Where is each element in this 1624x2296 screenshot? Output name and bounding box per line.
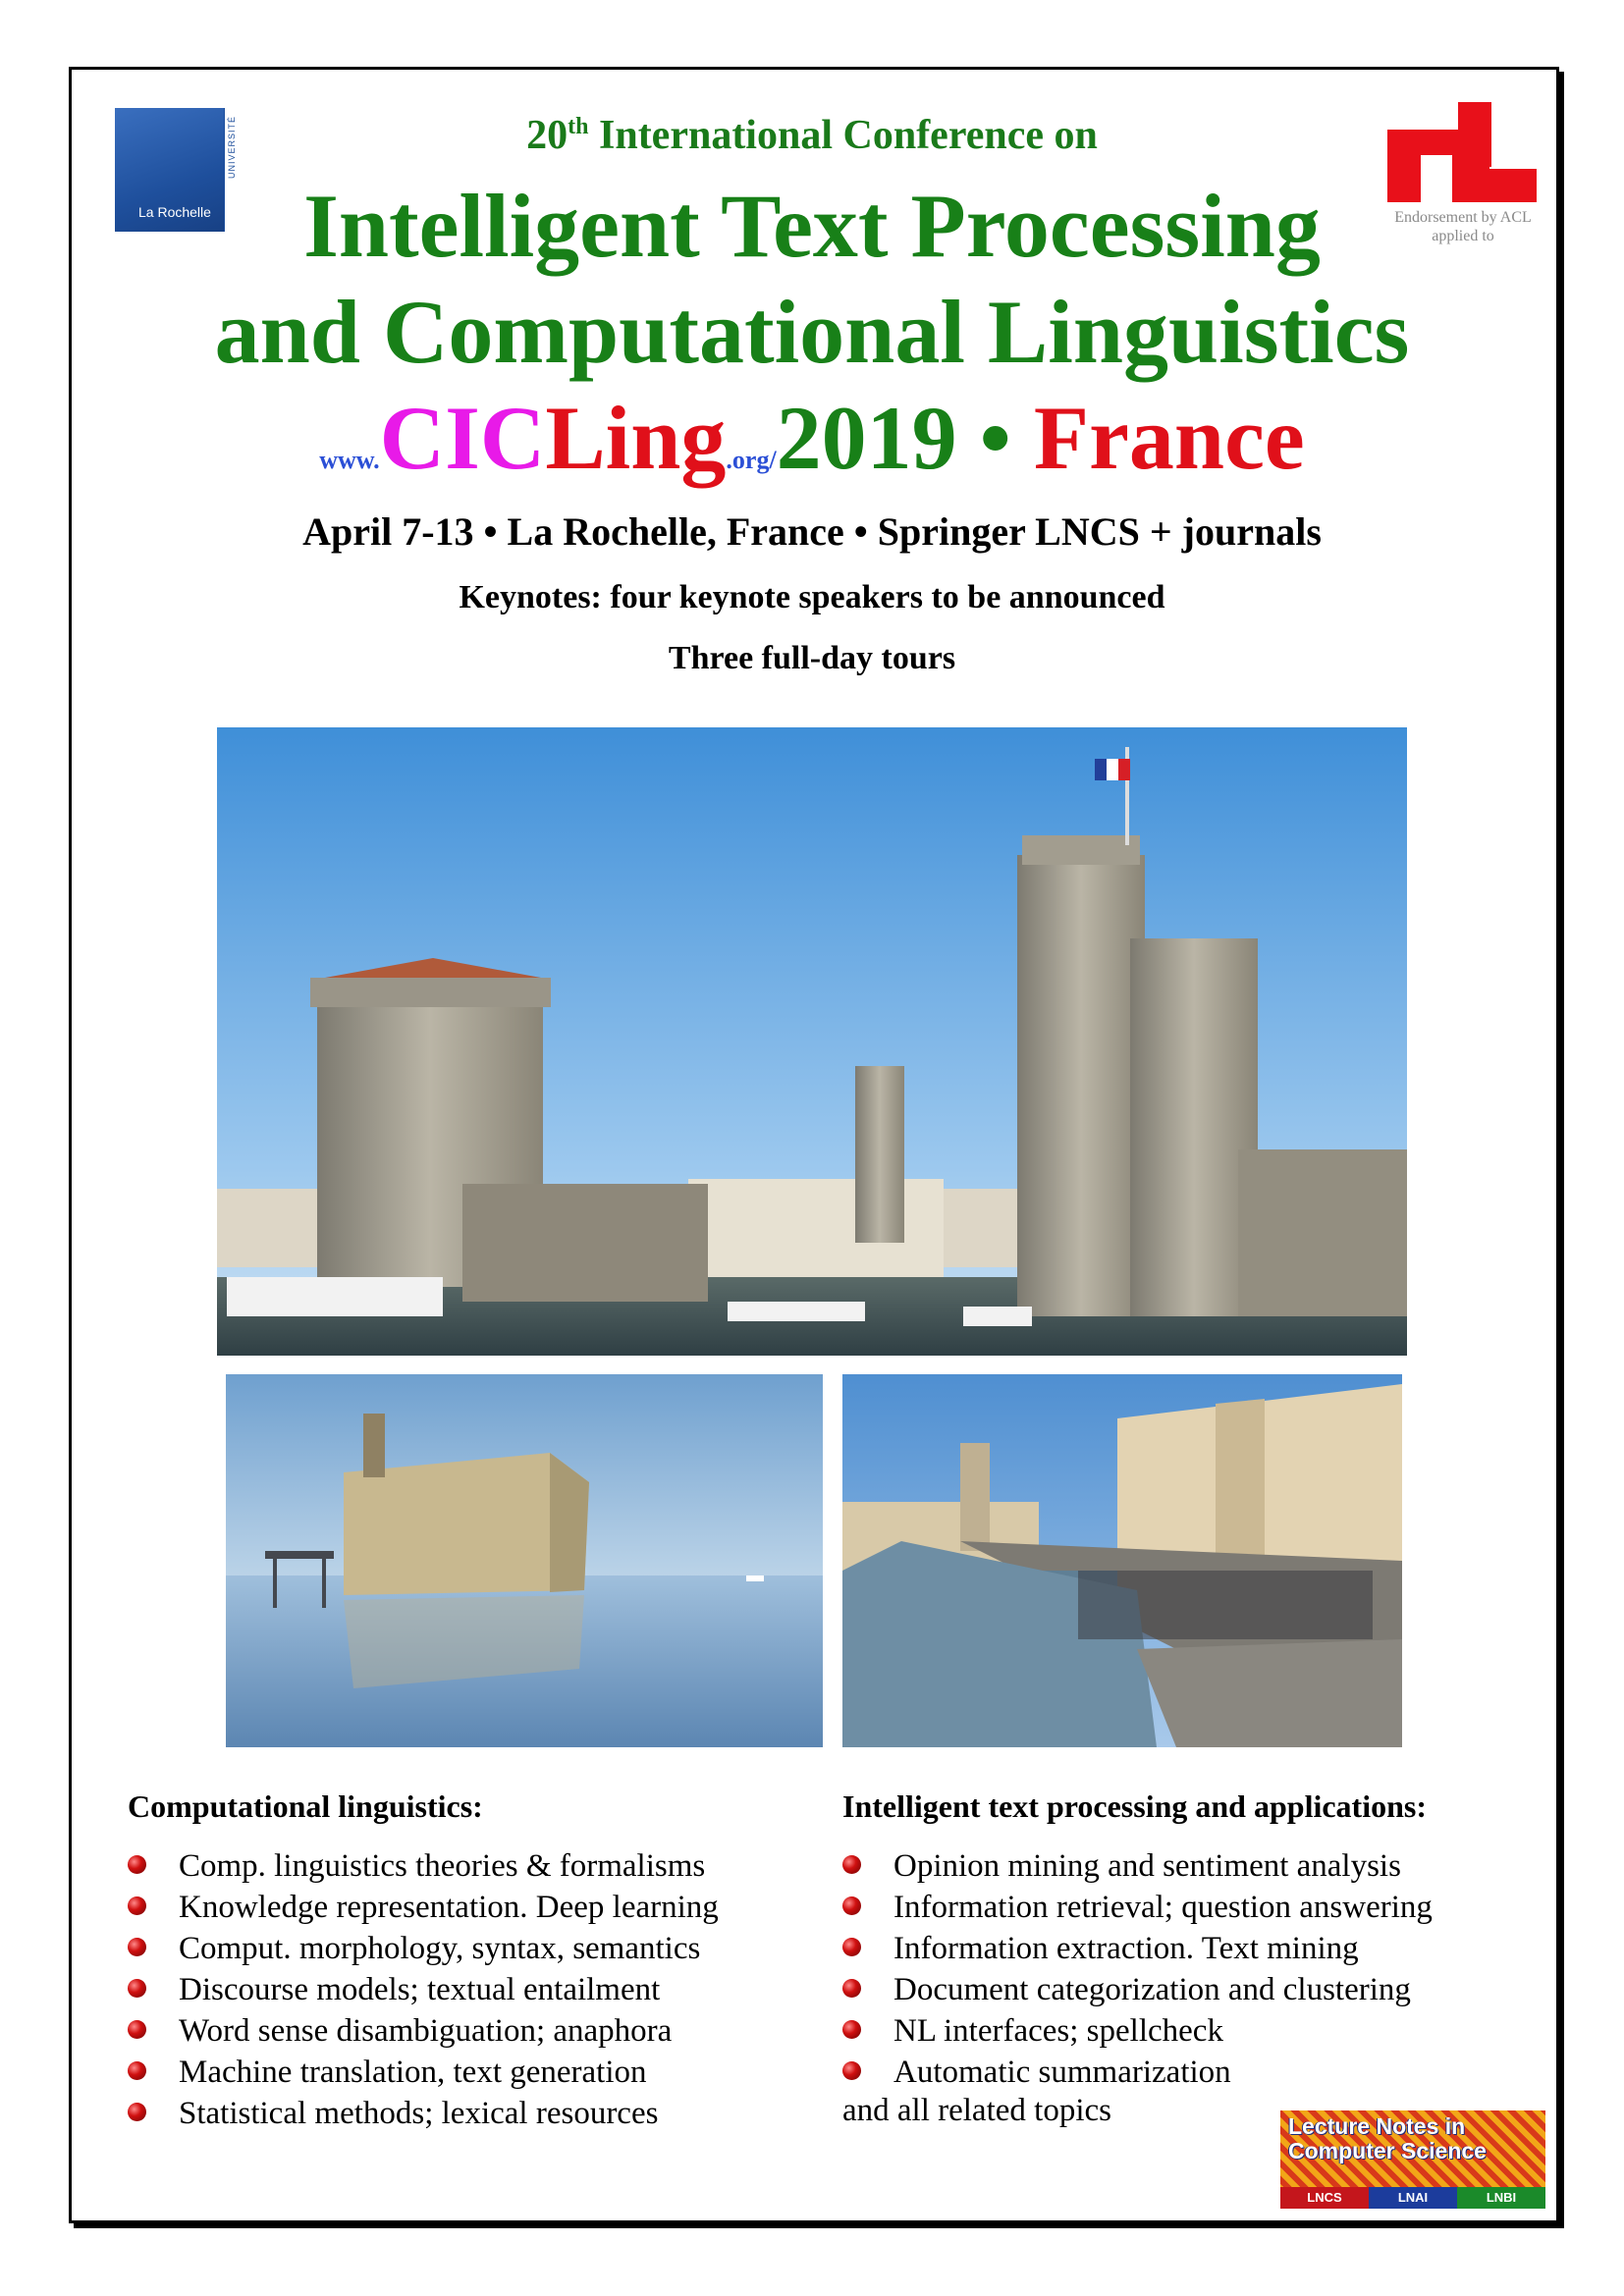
lncs-logo: [1280, 2110, 1545, 2209]
computational-linguistics-list: [128, 1845, 719, 2134]
tours-line: Three full-day tours: [668, 640, 956, 676]
list-item: Knowledge representation. Deep learning: [128, 1887, 719, 1928]
bullet-icon: [128, 2103, 146, 2121]
lncs-title: Lecture Notes in Computer Science: [1288, 2113, 1487, 2163]
bullet-icon: [128, 2061, 146, 2080]
lncs-series-lncs: LNCS: [1280, 2187, 1369, 2209]
list-item: Information extraction. Text mining: [842, 1928, 1433, 1969]
list-item: Document categorization and clustering: [842, 1969, 1433, 2010]
list-item: NL interfaces; spellcheck: [842, 2010, 1433, 2052]
list-item: Word sense disambiguation; anaphora: [128, 2010, 719, 2052]
university-label: UNIVERSITÉ: [227, 116, 237, 180]
list-item: Information retrieval; question answering: [842, 1887, 1433, 1928]
bullet-icon: [128, 2020, 146, 2039]
text-processing-list: [842, 1845, 1433, 2093]
bullet-icon: [842, 1896, 861, 1915]
bullet-icon: [842, 2020, 861, 2039]
bullet-icon: [128, 1896, 146, 1915]
list-item: Comput. morphology, syntax, semantics: [128, 1928, 719, 1969]
cicling-brand[interactable]: [0, 389, 1624, 509]
university-name: La Rochelle: [138, 204, 211, 220]
list-item: Opinion mining and sentiment analysis: [842, 1845, 1433, 1887]
fort-boyard-photo: [226, 1374, 823, 1747]
list-item: Comp. linguistics theories & formalisms: [128, 1845, 719, 1887]
list-item: Statistical methods; lexical resources: [128, 2093, 719, 2134]
computational-linguistics-heading: Computational linguistics:: [128, 1789, 483, 1824]
list-item: Machine translation, text generation: [128, 2052, 719, 2093]
bullet-icon: [842, 1938, 861, 1956]
conference-edition: 20th International Conference on: [526, 113, 1098, 158]
dates-line: April 7-13 • La Rochelle, France • Springer LNCS + journals: [302, 509, 1322, 554]
bullet-icon: [128, 1979, 146, 1998]
list-item: Automatic summarization: [842, 2052, 1433, 2093]
lncs-series-lnbi: LNBI: [1457, 2187, 1545, 2209]
brand-year: 2019: [776, 388, 957, 488]
brand-country: France: [1033, 388, 1305, 488]
keynotes-line: Keynotes: four keynote speakers to be announced: [459, 579, 1165, 615]
bullet-icon: [128, 1855, 146, 1874]
harbour-towers-photo: [217, 727, 1407, 1356]
brand-org: .org/: [726, 446, 777, 474]
conference-title-line1: Intelligent Text Processing: [303, 176, 1321, 276]
acl-endorsement-note: Endorsement by ACL applied to: [1394, 209, 1532, 244]
bullet-icon: [128, 1938, 146, 1956]
text-processing-heading: Intelligent text processing and applications:: [842, 1789, 1427, 1824]
lncs-series-lnai: LNAI: [1369, 2187, 1457, 2209]
lncs-series-strip: [1280, 2187, 1545, 2209]
related-topics-note: and all related topics: [842, 2093, 1111, 2128]
brand-separator: •: [956, 388, 1034, 488]
bullet-icon: [842, 2061, 861, 2080]
brand-cic: CIC: [379, 388, 546, 488]
brand-www: www.: [319, 446, 380, 474]
conference-title-line2: and Computational Linguistics: [214, 282, 1410, 382]
brand-ling: Ling: [545, 388, 727, 488]
bullet-icon: [842, 1979, 861, 1998]
list-item: Discourse models; textual entailment: [128, 1969, 719, 2010]
old-port-quay-photo: [842, 1374, 1402, 1747]
bullet-icon: [842, 1855, 861, 1874]
